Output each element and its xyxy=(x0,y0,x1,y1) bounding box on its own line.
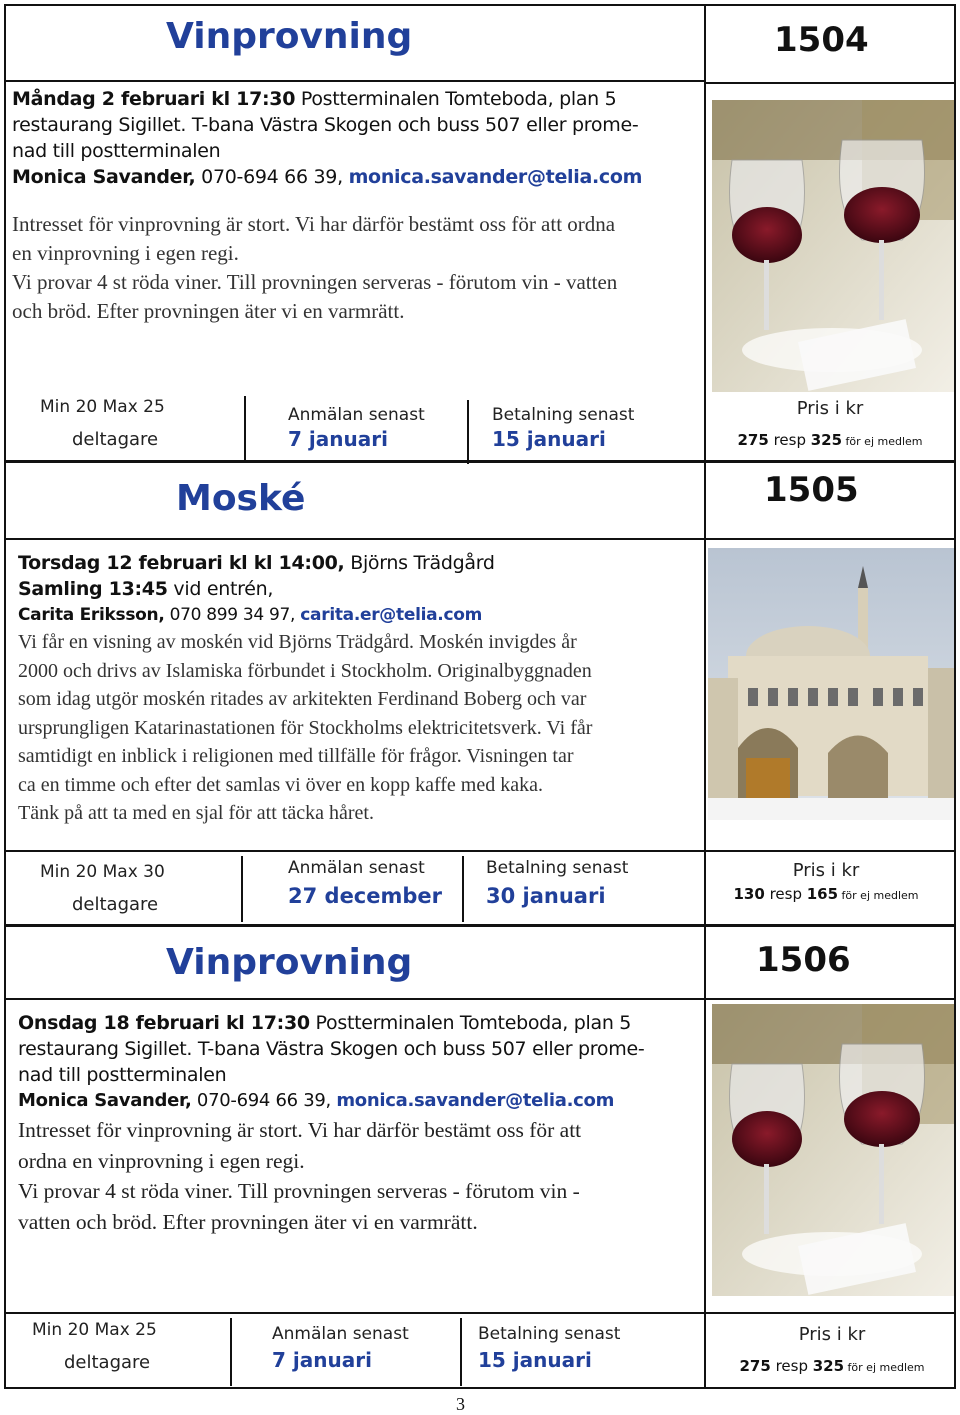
rule xyxy=(4,460,956,463)
rule xyxy=(241,856,243,922)
payment-date: 30 januari xyxy=(486,884,606,908)
payment-label: Betalning senast xyxy=(492,405,635,425)
contact-email[interactable]: monica.savander@telia.com xyxy=(348,166,643,188)
signup-label: Anmälan senast xyxy=(288,858,425,878)
rule xyxy=(244,396,246,462)
rule xyxy=(4,924,956,927)
contact-name: Carita Eriksson, xyxy=(18,605,165,625)
event-datetime: Torsdag 12 februari kl kl 14:00, xyxy=(18,552,345,574)
participants xyxy=(40,397,165,450)
event-datetime: Måndag 2 februari kl 17:30 xyxy=(12,88,296,110)
description-line: samtidigt en inblick i religionen med tillfälle för frågor. Visningen tar xyxy=(18,745,574,767)
contact-phone: 070-694 66 39, xyxy=(191,1090,337,1111)
description-line: Vi provar 4 st röda viner. Till provningen serveras - förutom vin - xyxy=(18,1179,580,1203)
event-title: Moské xyxy=(176,478,306,519)
payment-label: Betalning senast xyxy=(486,858,629,878)
rule xyxy=(704,82,956,84)
event-number: 1506 xyxy=(756,940,851,980)
signup-deadline xyxy=(288,858,442,908)
rule xyxy=(4,4,956,6)
event-directions: nad till postterminalen xyxy=(12,140,221,162)
price-member: 275 xyxy=(737,431,769,449)
event-title: Vinprovning xyxy=(166,942,413,983)
description-line: Intresset för vinprovning är stort. Vi har därför bestämt oss för att xyxy=(18,1118,582,1142)
rule xyxy=(704,4,706,1389)
description-line: Vi får en visning av moskén vid Björns Trädgård. Moskén invigdes år xyxy=(18,631,577,653)
payment-date: 15 januari xyxy=(492,427,606,451)
signup-deadline xyxy=(272,1324,409,1372)
event-title: Vinprovning xyxy=(166,16,413,57)
description-line: Tänk på att ta med en sjal för att täcka håret. xyxy=(18,802,374,824)
participants-range: Min 20 Max 30 xyxy=(40,862,165,882)
contact-email[interactable]: carita.er@telia.com xyxy=(300,605,483,625)
gathering-time: Samling 13:45 xyxy=(18,578,168,600)
price xyxy=(706,398,954,449)
rule xyxy=(4,538,956,540)
signup-date: 27 december xyxy=(288,884,443,908)
rule xyxy=(4,850,956,852)
description-line: ursprungligen Katarinastationen för Stockholms elektricitetsverk. Vi får xyxy=(18,716,593,739)
description-line: vatten och bröd. Efter provningen äter vi en varmrätt. xyxy=(18,1209,478,1234)
price-member: 130 xyxy=(733,885,765,903)
participants xyxy=(32,1320,157,1373)
participants-range: Min 20 Max 25 xyxy=(32,1320,157,1340)
event-datetime: Onsdag 18 februari kl 17:30 xyxy=(18,1012,310,1034)
description-line: och bröd. Efter provningen äter vi en varmrätt. xyxy=(12,299,405,323)
wine-photo xyxy=(712,1004,954,1296)
description-line: ca en timme och efter det samlas vi över en kopp kaffe med kaka. xyxy=(18,773,543,796)
gathering-place: vid entrén, xyxy=(167,578,274,600)
price-label: Pris i kr xyxy=(792,860,860,881)
contact-name: Monica Savander, xyxy=(12,166,196,188)
contact-phone: 070 899 34 97, xyxy=(164,605,301,625)
payment-deadline xyxy=(492,405,634,451)
signup-deadline xyxy=(288,405,425,451)
description-line: Intresset för vinprovning är stort. Vi har därför bestämt oss för att ordna xyxy=(12,212,616,236)
event-details xyxy=(12,86,692,190)
price-resp: resp xyxy=(764,885,807,903)
rule xyxy=(462,856,464,922)
participants-label: deltagare xyxy=(72,894,159,915)
mosque-photo xyxy=(708,548,954,820)
price-values xyxy=(716,1357,948,1375)
signup-date: 7 januari xyxy=(272,1348,372,1372)
rule xyxy=(460,1318,462,1386)
price-values xyxy=(706,885,946,903)
event-location: Postterminalen Tomteboda, plan 5 xyxy=(295,88,617,110)
price-nonmember: 165 xyxy=(806,885,839,903)
event-directions: restaurang Sigillet. T-bana Västra Skogen och buss 507 eller prome- xyxy=(12,114,639,136)
price-label: Pris i kr xyxy=(796,398,864,419)
description-line: 2000 och drivs av Islamiska förbundet i Stockholm. Originalbyggnaden xyxy=(18,659,592,682)
rule xyxy=(230,1318,232,1386)
signup-label: Anmälan senast xyxy=(288,405,425,425)
signup-date: 7 januari xyxy=(288,427,388,451)
description-line: som idag utgör moskén ritades av arkitekten Ferdinand Boberg och var xyxy=(18,688,587,710)
event-location: Björns Trädgård xyxy=(344,552,495,574)
rule xyxy=(4,998,956,1000)
participants-label: deltagare xyxy=(64,1352,151,1373)
payment-label: Betalning senast xyxy=(478,1324,621,1344)
price-resp: resp xyxy=(770,1357,813,1375)
page-number: 3 xyxy=(456,1394,465,1414)
event-number: 1504 xyxy=(774,20,869,60)
price xyxy=(706,860,946,903)
wine-photo xyxy=(712,100,954,392)
signup-label: Anmälan senast xyxy=(272,1324,409,1344)
event-number: 1505 xyxy=(764,470,859,510)
event-details xyxy=(18,550,698,628)
rule xyxy=(4,1387,956,1389)
price-values xyxy=(706,431,954,449)
price-note: för ej medlem xyxy=(838,889,919,902)
price-label: Pris i kr xyxy=(798,1324,866,1345)
participants xyxy=(40,862,165,915)
event-description xyxy=(18,628,704,828)
price-note: för ej medlem xyxy=(844,1361,925,1374)
payment-deadline xyxy=(486,858,628,908)
description-line: ordna en vinprovning i egen regi. xyxy=(18,1148,305,1173)
event-directions: restaurang Sigillet. T-bana Västra Skogen och buss 507 eller prome- xyxy=(18,1038,645,1060)
event-directions: nad till postterminalen xyxy=(18,1064,227,1086)
event-description xyxy=(18,1115,704,1237)
participants-label: deltagare xyxy=(72,429,159,450)
rule xyxy=(954,4,956,1389)
contact-name: Monica Savander, xyxy=(18,1090,192,1111)
contact-phone: 070-694 66 39, xyxy=(195,166,349,188)
price-note: för ej medlem xyxy=(842,435,923,448)
payment-deadline xyxy=(478,1324,620,1372)
rule xyxy=(467,400,469,464)
event-details xyxy=(18,1010,698,1114)
price-nonmember: 325 xyxy=(812,1357,845,1375)
rule xyxy=(4,4,6,1389)
event-description xyxy=(12,210,702,326)
price-member: 275 xyxy=(739,1357,771,1375)
description-line: en vinprovning i egen regi. xyxy=(12,241,239,265)
price xyxy=(716,1324,948,1375)
description-line: Vi provar 4 st röda viner. Till provningen serveras - förutom vin - vatten xyxy=(12,270,618,294)
price-nonmember: 325 xyxy=(810,431,843,449)
event-location: Postterminalen Tomteboda, plan 5 xyxy=(309,1012,632,1034)
rule xyxy=(4,1312,956,1314)
price-resp: resp xyxy=(768,431,811,449)
contact-email[interactable]: monica.savander@telia.com xyxy=(336,1090,615,1111)
payment-date: 15 januari xyxy=(478,1348,592,1372)
participants-range: Min 20 Max 25 xyxy=(40,397,165,417)
rule xyxy=(4,80,706,82)
